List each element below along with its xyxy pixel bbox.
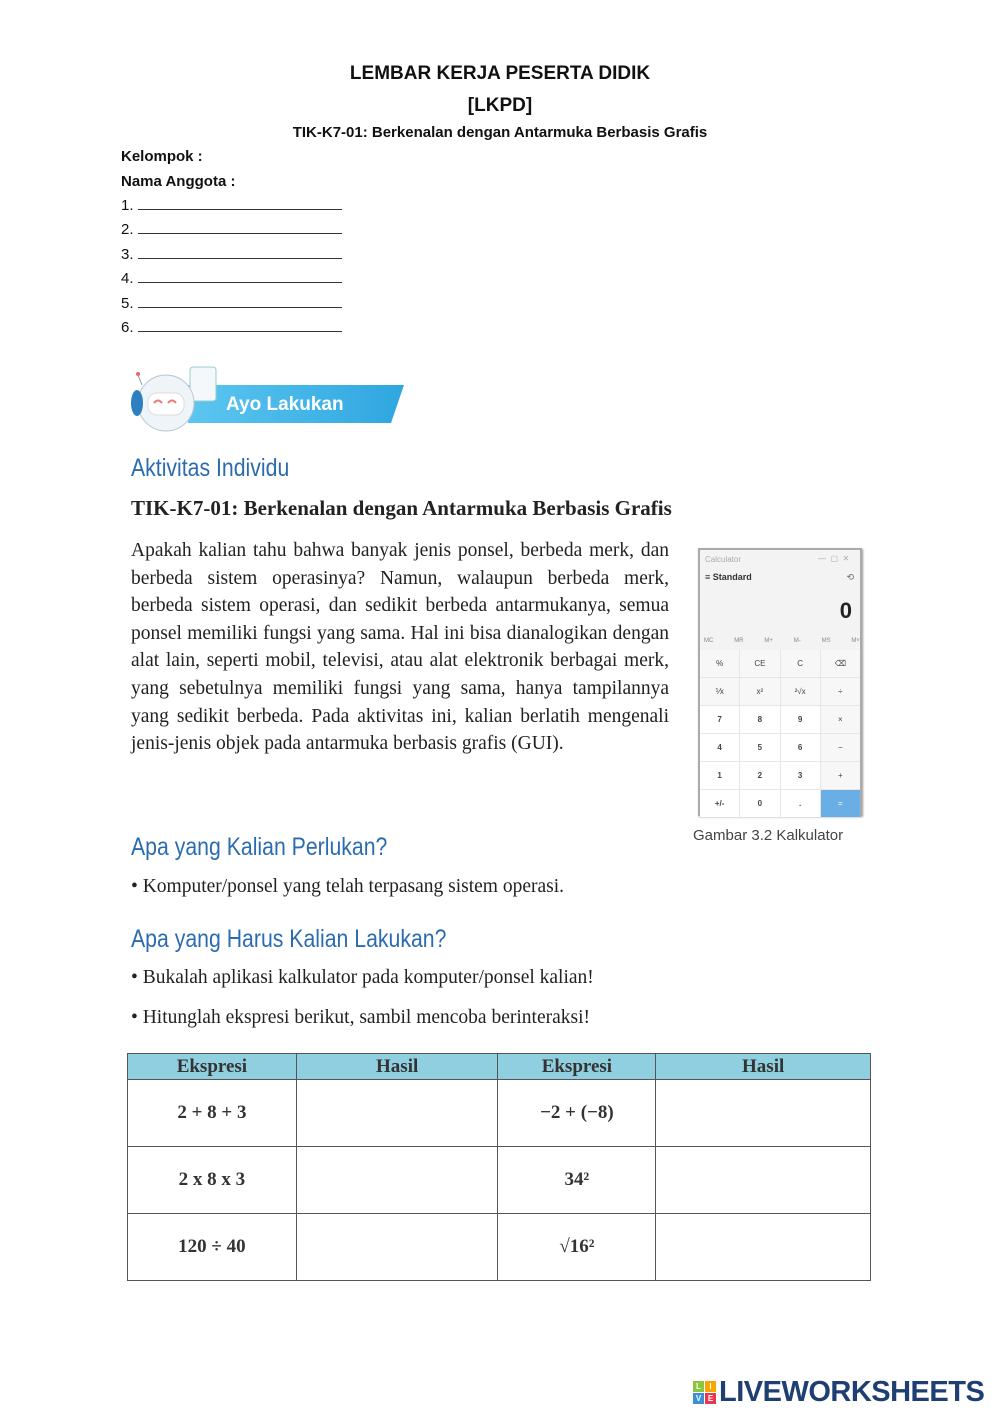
column-header: Hasil (656, 1054, 871, 1080)
live-logo-icon (693, 1381, 716, 1404)
group-label: Kelompok : (121, 148, 203, 165)
answer-cell[interactable] (656, 1147, 871, 1214)
calc-key: % (700, 650, 739, 677)
calc-key: = (821, 790, 860, 817)
member-field[interactable] (121, 246, 342, 263)
calc-key: +/- (700, 790, 739, 817)
blank-line[interactable] (138, 271, 342, 283)
activity-paragraph: Apakah kalian tahu bahwa banyak jenis ponsel, berbeda merk, dan berbeda sistem operasinya? Namun, walaupun berbeda merk, berbeda sistem operasi, dan sedikit berbeda antarmukanya, semua ponsel memiliki fungsi yang sama. Hal ini bisa dianalogikan dengan alat lain, seperti mobil, televisi, atau alat elektronik berbagai merk, yang sebetulnya memiliki fungsi yang sama, hanya tampilannya yang sedikit berbeda. Pada aktivitas ini, kalian berlatih mengenali jenis-jenis objek pada antarmuka berbasis grafis (GUI). (131, 540, 669, 755)
needs-item: • Komputer/ponsel yang telah terpasang sistem operasi. (131, 876, 565, 897)
calc-key: CE (740, 650, 779, 677)
banner-label: Ayo Lakukan (226, 394, 344, 415)
expression-cell: 2 x 8 x 3 (128, 1147, 297, 1214)
todo-item-text: Hitunglah ekspresi berikut, sambil mencoba berinteraksi! (142, 1007, 590, 1028)
member-number: 3. (121, 246, 134, 263)
calc-keypad (700, 650, 860, 817)
member-number: 1. (121, 197, 134, 214)
member-field[interactable] (121, 197, 342, 214)
page-title: LEMBAR KERJA PESERTA DIDIK (349, 63, 651, 84)
answer-cell[interactable] (296, 1147, 498, 1214)
member-field[interactable] (121, 319, 342, 336)
calc-mode: ≡ Standard (705, 572, 752, 582)
expression-cell: −2 + (−8) (498, 1080, 656, 1147)
table-row (128, 1214, 871, 1281)
logo-letter: L (693, 1381, 704, 1392)
logo-letter: V (693, 1393, 704, 1404)
calc-key: 3 (781, 762, 820, 789)
calc-key: 8 (740, 706, 779, 733)
calc-key: 7 (700, 706, 739, 733)
calc-key: . (781, 790, 820, 817)
member-field[interactable] (121, 270, 342, 287)
activity-heading: Aktivitas Individu (131, 454, 290, 482)
logo-letter: I (705, 1381, 716, 1392)
member-field[interactable] (121, 295, 342, 312)
memory-row (704, 638, 860, 644)
calc-key: 1 (700, 762, 739, 789)
history-icon: ⟲ (846, 572, 854, 582)
blank-line[interactable] (138, 222, 342, 234)
expression-cell: √16² (498, 1214, 656, 1281)
memory-key: M˅ (851, 638, 860, 644)
member-field[interactable] (121, 221, 342, 238)
calc-mode-label: Standard (712, 572, 752, 582)
robot-mascot-icon (128, 365, 223, 435)
logo-letter: E (705, 1393, 716, 1404)
todo-item: • Hitunglah ekspresi berikut, sambil mencoba berinteraksi! (131, 1007, 590, 1028)
calc-app-title: Calculator (705, 555, 742, 564)
memory-key: MC (704, 638, 714, 644)
table-row (128, 1080, 871, 1147)
memory-key: MR (734, 638, 744, 644)
answer-cell[interactable] (296, 1080, 498, 1147)
member-number: 6. (121, 319, 134, 336)
table-header-row (128, 1054, 871, 1080)
column-header: Hasil (296, 1054, 498, 1080)
needs-item-text: Komputer/ponsel yang telah terpasang sistem operasi. (142, 876, 565, 897)
calc-key: x² (740, 678, 779, 705)
expression-table (127, 1053, 871, 1281)
page-subtitle: [LKPD] (467, 95, 533, 116)
code-title: TIK-K7-01: Berkenalan dengan Antarmuka Berbasis Grafis (292, 124, 708, 141)
calc-key: ⅟x (700, 678, 739, 705)
column-header: Ekspresi (128, 1054, 297, 1080)
answer-cell[interactable] (656, 1214, 871, 1281)
member-number: 4. (121, 270, 134, 287)
todo-item-text: Bukalah aplikasi kalkulator pada komputer/ponsel kalian! (142, 967, 594, 988)
calc-key: 5 (740, 734, 779, 761)
answer-cell[interactable] (656, 1080, 871, 1147)
calc-key: 2 (740, 762, 779, 789)
blank-line[interactable] (138, 296, 342, 308)
liveworksheets-logo (693, 1376, 984, 1409)
calc-key: 6 (781, 734, 820, 761)
activity-title: TIK-K7-01: Berkenalan dengan Antarmuka Berbasis Grafis (131, 496, 672, 520)
memory-key: MS (821, 638, 831, 644)
calculator-screenshot (698, 548, 862, 816)
table-row (128, 1147, 871, 1214)
brand-name: LIVEWORKSHEETS (719, 1376, 985, 1408)
expression-cell: 2 + 8 + 3 (128, 1080, 297, 1147)
memory-key: M- (793, 638, 801, 644)
ayo-lakukan-banner (128, 365, 408, 435)
column-header: Ekspresi (498, 1054, 656, 1080)
member-number: 2. (121, 221, 134, 238)
calc-key: ²√x (781, 678, 820, 705)
calc-key: C (781, 650, 820, 677)
calc-key: − (821, 734, 860, 761)
blank-line[interactable] (138, 247, 342, 259)
todo-item: • Bukalah aplikasi kalkulator pada komputer/ponsel kalian! (131, 967, 594, 988)
calc-key: 9 (781, 706, 820, 733)
todo-heading: Apa yang Harus Kalian Lakukan? (131, 925, 447, 953)
calc-key: + (821, 762, 860, 789)
calc-key: 0 (740, 790, 779, 817)
calc-display: 0 (839, 598, 852, 623)
calc-key: ÷ (821, 678, 860, 705)
member-number: 5. (121, 295, 134, 312)
needs-heading: Apa yang Kalian Perlukan? (131, 833, 388, 861)
calc-key: × (821, 706, 860, 733)
answer-cell[interactable] (296, 1214, 498, 1281)
calc-key: 4 (700, 734, 739, 761)
blank-line[interactable] (138, 320, 342, 332)
members-label: Nama Anggota : (121, 173, 236, 190)
figure-caption: Gambar 3.2 Kalkulator (693, 827, 844, 844)
expression-cell: 120 ÷ 40 (128, 1214, 297, 1281)
calc-key: ⌫ (821, 650, 860, 677)
window-controls-icon: — ▢ ✕ (818, 554, 850, 563)
expression-cell: 34² (498, 1147, 656, 1214)
blank-line[interactable] (138, 198, 342, 210)
memory-key: M+ (764, 638, 773, 644)
